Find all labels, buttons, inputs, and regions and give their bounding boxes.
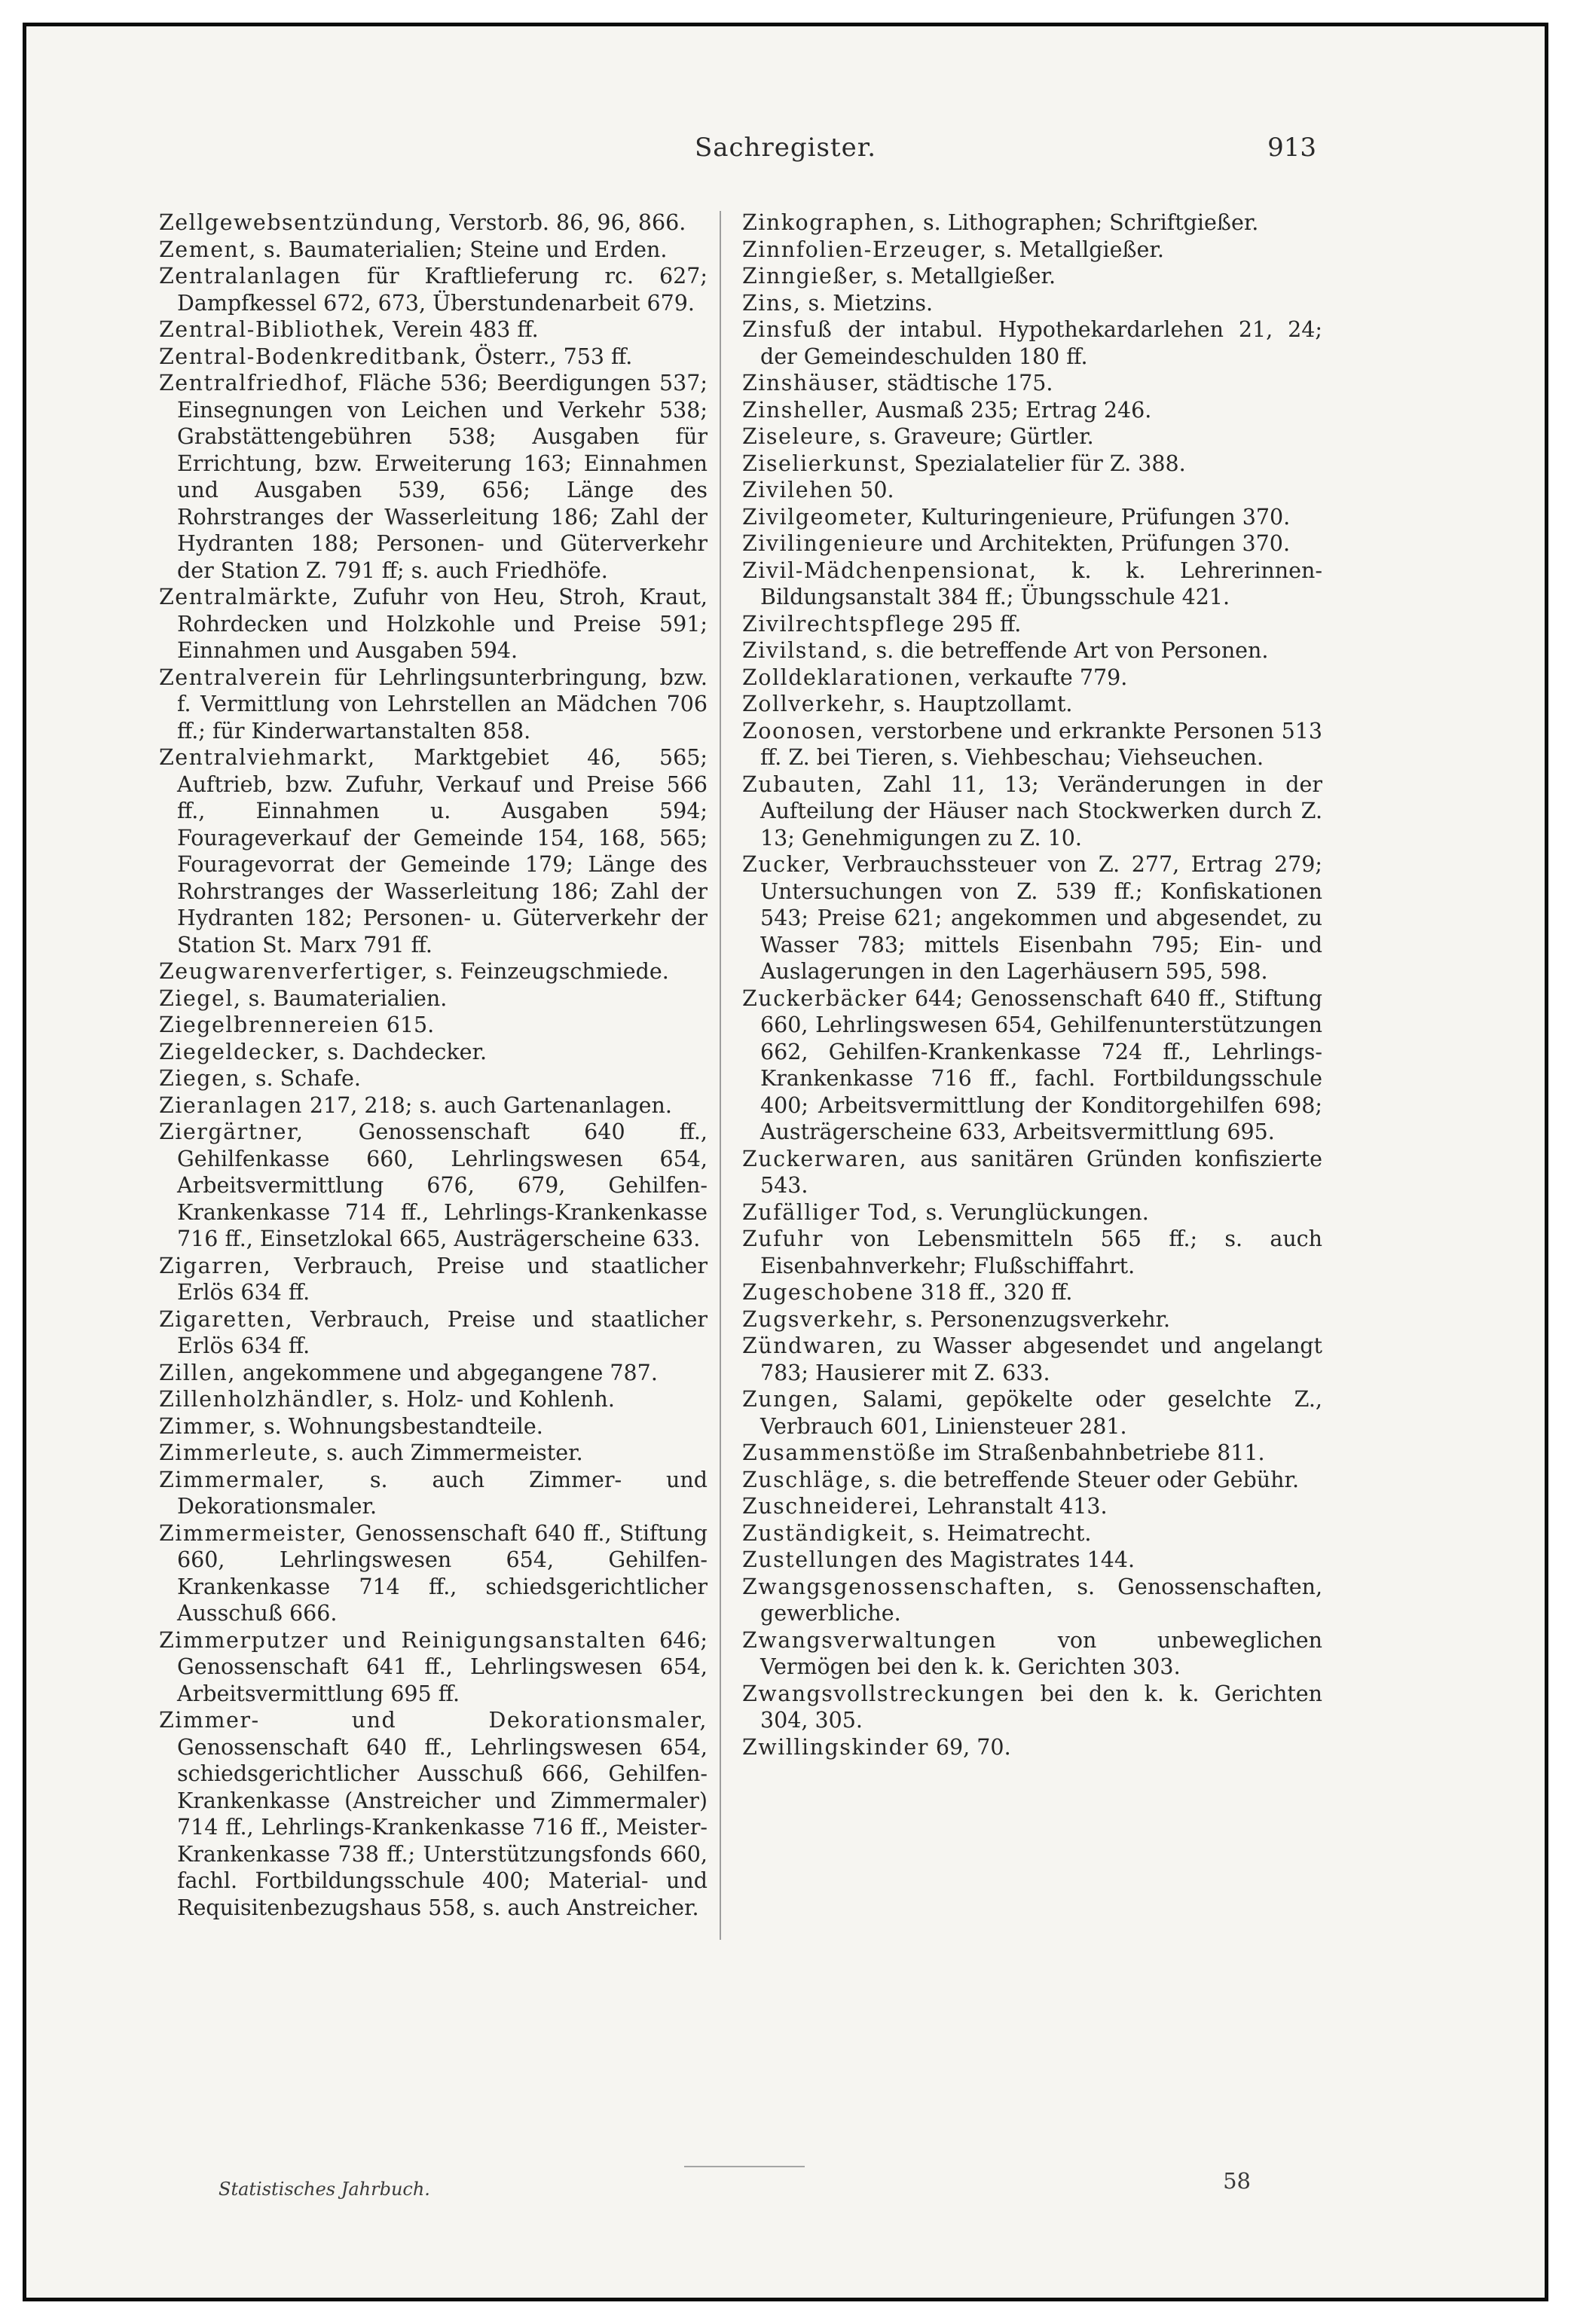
index-keyword: Zucker, (742, 852, 832, 877)
index-reference: und Architekten, Prüfungen 370. (924, 531, 1291, 556)
index-keyword: Zustellungen (742, 1547, 899, 1572)
index-reference: Genossenschaft 640 ff., Lehrlingswesen 654, schiedsgerichtlicher Ausschuß 666, Gehilfen-Krankenkasse (Anstreicher und Zimmermaler) 714 ff., Lehrlings-Krankenkasse 716 ff., Meister-Krankenkasse 738 ff.; Unterstützungsfonds 660, fachl. Fortbildungsschule 400; Material- und Requisitenbezugshaus 558, s. auch Anstreicher. (177, 1734, 708, 1920)
index-entry (159, 985, 708, 1012)
index-entry (159, 1253, 708, 1306)
index-entry (742, 851, 1322, 985)
index-entry (742, 530, 1322, 557)
index-reference: Verbrauch, Preise und staatlicher Erlös 634 ff. (177, 1253, 708, 1305)
index-keyword: Zwangsgenossenschaften, (742, 1574, 1055, 1599)
index-reference: Genossenschaft 640 ff., Gehilfenkasse 660, Lehrlingswesen 654, Arbeitsvermittlung 676, 679, Gehilfen-Krankenkasse 714 ff., Lehrlings-Krankenkasse 716 ff., Einsetzlokal 665, Austrägerscheine 633. (177, 1119, 708, 1251)
index-keyword: Zentralanlagen (159, 264, 342, 289)
index-keyword: Zigarren, (159, 1253, 272, 1278)
index-reference: Salami, gepökelte oder geselchte Z., Verbrauch 601, Liniensteuer 281. (760, 1387, 1322, 1439)
index-entry (159, 1119, 708, 1253)
index-keyword: Zeugwarenverfertiger, (159, 959, 429, 984)
index-reference: städtische 175. (880, 371, 1053, 395)
index-entry (159, 1627, 708, 1708)
index-entry (742, 1520, 1322, 1547)
index-reference: s. Schafe. (248, 1066, 361, 1091)
index-entry (742, 1199, 1322, 1226)
index-entry (159, 1092, 708, 1119)
index-reference: 217, 218; s. auch Gartenanlagen. (302, 1092, 672, 1118)
index-entry (159, 316, 708, 344)
index-keyword: Zimmer, (159, 1413, 257, 1439)
index-entry (742, 718, 1322, 771)
index-keyword: Ziegeldecker, (159, 1039, 321, 1064)
index-keyword: Zins, (742, 290, 802, 316)
index-entry (159, 1707, 708, 1921)
index-entry (742, 1574, 1322, 1627)
index-reference: Spezialatelier für Z. 388. (907, 450, 1186, 476)
index-entry (159, 744, 708, 958)
index-reference: 50. (853, 478, 894, 502)
index-keyword: Ziseleure, (742, 424, 863, 449)
index-keyword: Zivilingenieure (742, 531, 925, 556)
index-keyword: Ziergärtner, (159, 1119, 304, 1144)
index-reference: der intabul. Hypothekardarlehen 21, 24; der Gemeindeschulden 180 ff. (760, 317, 1322, 369)
index-entry (742, 985, 1322, 1146)
index-keyword: Zugeschobene (742, 1280, 914, 1305)
index-reference: s. Holz- und Kohlenh. (374, 1387, 615, 1412)
index-reference: für Kraftlieferung rc. 627; Dampfkessel 672, 673, Überstundenarbeit 679. (177, 264, 708, 316)
index-reference: s. die betreffende Steuer oder Gebühr. (872, 1467, 1300, 1492)
index-reference: Kulturingenieure, Prüfungen 370. (914, 504, 1291, 530)
index-entry (159, 370, 708, 584)
index-reference: im Straßenbahnbetriebe 811. (936, 1440, 1265, 1465)
index-reference: zu Wasser abgesendet und angelangt 783; Hausierer mit Z. 633. (760, 1333, 1322, 1385)
index-keyword: Zentralfriedhof, (159, 371, 350, 395)
index-entry (742, 450, 1322, 478)
index-keyword: Zufuhr (742, 1226, 824, 1251)
index-keyword: Zwangsverwaltungen (742, 1627, 998, 1653)
index-entry (742, 1627, 1322, 1681)
index-reference: 318 ff., 320 ff. (913, 1280, 1073, 1305)
index-entry (742, 370, 1322, 397)
index-keyword: Ziegen, (159, 1066, 249, 1091)
index-reference: 646; Genossenschaft 641 ff., Lehrlingswesen 654, Arbeitsvermittlung 695 ff. (177, 1627, 708, 1706)
index-reference: aus sanitären Gründen konfiszierte 543. (760, 1146, 1322, 1198)
index-reference: bei den k. k. Gerichten 304, 305. (760, 1681, 1322, 1733)
index-column-right (742, 209, 1322, 1761)
index-reference: s. Mietzins. (801, 290, 934, 316)
index-keyword: Zentralverein (159, 664, 322, 690)
index-keyword: Zentralmärkte, (159, 585, 340, 609)
page-number: 913 (1267, 133, 1316, 163)
index-reference: 295 ff. (945, 611, 1022, 637)
index-keyword: Zolldeklarationen, (742, 664, 962, 690)
index-entry (742, 316, 1322, 370)
index-entry (742, 1547, 1322, 1574)
index-column-left (159, 209, 708, 1921)
index-entry (159, 1306, 708, 1360)
index-reference: s. Genossenschaften, gewerbliche. (760, 1574, 1322, 1626)
index-entry (742, 557, 1322, 611)
index-entry (742, 611, 1322, 638)
index-entry (159, 1467, 708, 1520)
index-reference: 644; Genossenschaft 640 ff., Stiftung 660, Lehrlingswesen 654, Gehilfenunterstützungen 662, Gehilfen-Krankenkasse 724 ff., Lehrlings-Krankenkasse 716 ff., fachl. Fortbildungsschule 400; Arbeitsvermittlung der Konditorgehilfen 698; Austrägerscheine 633, Arbeitsvermittlung 695. (760, 985, 1322, 1144)
index-entry (742, 263, 1322, 290)
index-keyword: Zimmer- und Dekorationsmaler, (159, 1708, 708, 1733)
index-keyword: Ziegelbrennereien (159, 1012, 380, 1037)
index-entry (159, 1360, 708, 1387)
index-entry (159, 237, 708, 264)
index-reference: s. Wohnungsbestandteile. (256, 1413, 543, 1439)
index-keyword: Zigaretten, (159, 1306, 294, 1332)
index-entry (742, 1146, 1322, 1199)
index-entry (159, 1039, 708, 1066)
index-entry (159, 1386, 708, 1413)
index-entry (742, 477, 1322, 504)
index-entry (742, 691, 1322, 718)
index-entry (159, 664, 708, 745)
index-reference: s. Personenzugsverkehr. (898, 1306, 1171, 1332)
index-reference: s. Hauptzollamt. (886, 692, 1073, 716)
index-entry (742, 1467, 1322, 1494)
index-keyword: Zinsfuß (742, 317, 833, 342)
index-keyword: Zuckerbäcker (742, 985, 907, 1011)
index-entry (742, 1681, 1322, 1734)
index-reference: s. Heimatrecht. (915, 1520, 1092, 1546)
index-entry (159, 958, 708, 985)
index-entry (159, 1065, 708, 1092)
index-reference: Ausmaß 235; Ertrag 246. (869, 397, 1152, 423)
index-keyword: Zillenholzhändler, (159, 1387, 375, 1412)
index-reference: s. Baumaterialien. (241, 985, 448, 1011)
index-keyword: Zement, (159, 237, 257, 262)
index-reference: verkaufte 779. (961, 664, 1128, 690)
index-entry (159, 1012, 708, 1039)
footer-source: Statistisches Jahrbuch. (219, 2179, 430, 2200)
index-reference: s. Graveure; Gürtler. (862, 424, 1094, 449)
index-reference: s. Metallgießer. (879, 264, 1056, 289)
index-keyword: Zündwaren, (742, 1333, 885, 1358)
index-keyword: Zwillingskinder (742, 1734, 929, 1760)
index-reference: für Lehrlingsunterbringung, bzw. f. Vermittlung von Lehrstellen an Mädchen 706 ff.; für Kinderwartanstalten 858. (177, 664, 708, 744)
index-entry (742, 209, 1322, 237)
index-entry (742, 664, 1322, 692)
index-reference: verstorbene und erkrankte Personen 513 ff. Z. bei Tieren, s. Viehbeschau; Viehseuchen. (760, 718, 1322, 770)
index-reference: Verein 483 ff. (386, 317, 539, 342)
index-reference: Zahl 11, 13; Veränderungen in der Aufteilung der Häuser nach Stockwerken durch Z. 13; Genehmigungen zu Z. 10. (760, 771, 1322, 851)
index-keyword: Zungen, (742, 1387, 840, 1412)
index-entry (159, 1440, 708, 1467)
index-reference: Zufuhr von Heu, Stroh, Kraut, Rohrdecken und Holzkohle und Preise 591; Einnahmen und Ausgaben 594. (177, 585, 708, 663)
index-entry (742, 1333, 1322, 1386)
index-entry (742, 504, 1322, 531)
index-reference: s. Verunglückungen. (918, 1199, 1149, 1225)
index-entry (742, 423, 1322, 450)
index-keyword: Zoonosen, (742, 718, 865, 744)
index-keyword: Zinsheller, (742, 397, 870, 423)
index-entry (159, 263, 708, 316)
index-reference: Marktgebiet 46, 565; Auftrieb, bzw. Zufuhr, Verkauf und Preise 566 ff., Einnahmen u. Ausgaben 594; Fourageverkauf der Gemeinde 154, 168, 565; Fouragevorrat der Gemeinde 179; Länge des Rohrstranges der Wasserleitung 186; Zahl der Hydranten 182; Personen- u. Güterverkehr der Station St. Marx 791 ff. (177, 745, 708, 957)
index-keyword: Zivil-Mädchenpensionat, (742, 557, 1038, 583)
index-keyword: Zellgewebsentzündung, (159, 210, 443, 235)
index-reference: s. auch Zimmer- und Dekorationsmaler. (177, 1467, 708, 1519)
index-entry (159, 344, 708, 371)
index-entry (742, 237, 1322, 264)
index-reference: s. Feinzeugschmiede. (428, 959, 669, 984)
index-reference: Österr., 753 ff. (467, 344, 633, 369)
index-reference: k. k. Lehrerinnen-Bildungsanstalt 384 ff.; Übungsschule 421. (760, 557, 1322, 609)
index-entry (742, 1734, 1322, 1761)
index-reference: s. Lithographen; Schriftgießer. (915, 210, 1259, 235)
index-entry (159, 209, 708, 237)
index-keyword: Zivilehen (742, 478, 854, 502)
index-entry (159, 584, 708, 664)
index-keyword: Zugsverkehr, (742, 1306, 899, 1332)
index-keyword: Zwangsvollstreckungen (742, 1681, 1025, 1706)
index-entry (742, 637, 1322, 664)
index-keyword: Zuständigkeit, (742, 1520, 915, 1546)
index-entry (159, 1520, 708, 1627)
index-reference: s. die betreffende Art von Personen. (869, 638, 1269, 663)
index-keyword: Zubauten, (742, 771, 863, 797)
index-entry (742, 1440, 1322, 1467)
index-entry (742, 1306, 1322, 1333)
index-keyword: Zuschläge, (742, 1467, 873, 1492)
index-keyword: Zieranlagen (159, 1092, 303, 1118)
index-entry (742, 1279, 1322, 1306)
index-reference: Verbrauchssteuer von Z. 277, Ertrag 279; Untersuchungen von Z. 539 ff.; Konfiskationen 543; Preise 621; angekommen und abgesendet, zu Wasser 783; mittels Eisenbahn 795; Ein- und Auslagerungen in den Lagerhäusern 595, 598. (760, 852, 1322, 984)
index-reference: von Lebensmitteln 565 ff.; s. auch Eisenbahnverkehr; Flußschiffahrt. (760, 1226, 1322, 1278)
index-keyword: Zimmermaler, (159, 1467, 326, 1492)
index-reference: von unbeweglichen Vermögen bei den k. k. Gerichten 303. (760, 1627, 1322, 1679)
index-entry (742, 1493, 1322, 1520)
index-keyword: Zollverkehr, (742, 692, 887, 716)
index-keyword: Zivilrechtspflege (742, 611, 946, 637)
index-keyword: Zentralviehmarkt, (159, 745, 376, 770)
index-reference: Fläche 536; Beerdigungen 537; Einsegnungen von Leichen und Verkehr 538; Grabstättengebühren 538; Ausgaben für Errichtung, bzw. Erweiterung 163; Einnahmen und Ausgaben 539, 656; Länge des Rohrstranges der Wasserleitung 186; Zahl der Hydranten 188; Personen- und Güterverkehr der Station Z. 791 ff; s. auch Friedhöfe. (177, 371, 708, 583)
index-reference: s. auch Zimmermeister. (319, 1440, 583, 1465)
end-rule (684, 2166, 805, 2167)
index-keyword: Zusammenstöße (742, 1440, 937, 1465)
index-reference: angekommene und abgegangene 787. (235, 1360, 658, 1385)
index-keyword: Zinngießer, (742, 264, 879, 289)
index-reference: s. Baumaterialien; Steine und Erden. (256, 237, 668, 262)
index-keyword: Zivilgeometer, (742, 504, 915, 530)
index-entry (742, 1226, 1322, 1279)
index-entry (742, 290, 1322, 317)
index-keyword: Zinkographen, (742, 210, 916, 235)
index-reference: s. Dachdecker. (320, 1039, 487, 1064)
index-keyword: Zuckerwaren, (742, 1146, 908, 1171)
index-keyword: Zufälliger Tod, (742, 1199, 919, 1225)
column-divider (720, 211, 721, 1940)
index-reference: Genossenschaft 640 ff., Stiftung 660, Lehrlingswesen 654, Gehilfen-Krankenkasse 714 ff., schiedsgerichtlicher Ausschuß 666. (177, 1520, 708, 1626)
index-reference: Lehranstalt 413. (920, 1494, 1108, 1519)
index-keyword: Zimmermeister, (159, 1520, 347, 1546)
index-keyword: Zentral-Bibliothek, (159, 317, 387, 342)
index-keyword: Zinshäuser, (742, 371, 881, 395)
index-keyword: Zinnfolien-Erzeuger, (742, 237, 988, 262)
index-keyword: Zuschneiderei, (742, 1494, 921, 1519)
index-reference: Verstorb. 86, 96, 866. (442, 210, 686, 235)
index-reference: s. Metallgießer. (987, 237, 1164, 262)
index-keyword: Zimmerputzer und Reinigungsanstalten (159, 1627, 646, 1653)
index-keyword: Zimmerleute, (159, 1440, 320, 1465)
index-entry (742, 397, 1322, 424)
index-keyword: Zentral-Bodenkreditbank, (159, 344, 468, 369)
index-keyword: Ziegel, (159, 985, 242, 1011)
footer-signature: 58 (1223, 2168, 1251, 2194)
index-keyword: Ziselierkunst, (742, 450, 908, 476)
index-entry (742, 771, 1322, 852)
index-reference: 69, 70. (928, 1734, 1011, 1760)
index-entry (159, 1413, 708, 1440)
index-reference: 615. (379, 1012, 435, 1037)
running-header-title: Sachregister. (694, 133, 877, 163)
index-keyword: Zillen, (159, 1360, 236, 1385)
index-reference: des Magistrates 144. (898, 1547, 1135, 1572)
index-keyword: Zivilstand, (742, 638, 870, 663)
index-reference: Verbrauch, Preise und staatlicher Erlös 634 ff. (177, 1306, 708, 1358)
index-entry (742, 1386, 1322, 1440)
